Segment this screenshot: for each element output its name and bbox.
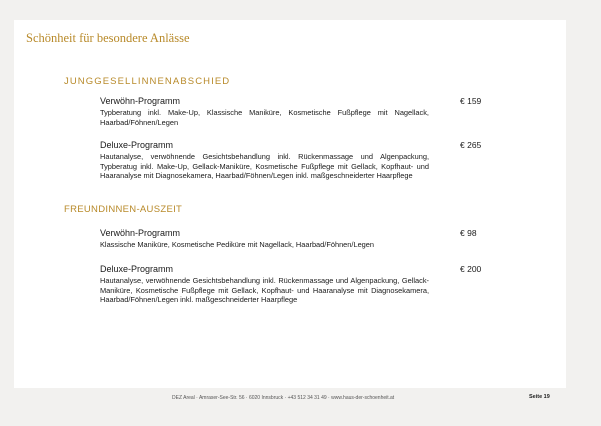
- page-title: Schönheit für besondere Anlässe: [26, 31, 190, 45]
- section-heading-junggesellinnenabschied: JUNGGESELLINNENABSCHIED: [64, 76, 231, 87]
- item-name: Verwöhn-Programm: [100, 228, 181, 238]
- item-description: Hautanalyse, verwöhnende Gesichtsbehandlung inkl. Rückenmassage und Algenpackung, Gellack-Maniküre, Kosmetische Fußpflege mit Gellack, Kopfhaut- und Haaranalyse mit Diagnosekamera, Haarbad/Föhnen/Legen inkl. maßgeschneiderter Haarpflege: [100, 276, 429, 305]
- item-name: Deluxe-Programm: [100, 264, 174, 274]
- menu-item: [100, 228, 485, 250]
- menu-item: [100, 140, 485, 181]
- section-heading-freundinnen-auszeit: FREUNDINNEN-AUSZEIT: [64, 204, 183, 215]
- item-price: € 98: [460, 228, 477, 238]
- item-price: € 159: [460, 96, 482, 106]
- item-price: € 200: [460, 264, 482, 274]
- item-description: Klassische Maniküre, Kosmetische Pediküre mit Nagellack, Haarbad/Föhnen/Legen: [100, 240, 375, 249]
- item-name: Verwöhn-Programm: [100, 96, 181, 106]
- item-description: Typberatung inkl. Make-Up, Klassische Maniküre, Kosmetische Fußpflege mit Nagellack, Haarbad/Föhnen/Legen: [100, 108, 429, 127]
- menu-item: [100, 96, 485, 127]
- menu-item: [100, 264, 485, 305]
- item-price: € 265: [460, 140, 482, 150]
- item-description: Hautanalyse, verwöhnende Gesichtsbehandlung inkl. Rückenmassage und Algenpackung, Typberatug inkl. Make-Up, Gellack-Maniküre, Kosmetische Fußpflege mit Gellack, Kopfhaut- und Haaranalyse mit Diagnosekamera, Haarbad/Föhnen/Legen inkl. maßgeschneiderter Haarpflege: [100, 152, 429, 181]
- item-name: Deluxe-Programm: [100, 140, 174, 150]
- footer-address: DEZ Areal · Amraser-See-Str. 56 · 6020 Innsbruck · +43 512 34 31 49 · www.haus-der-schoenheit.at: [172, 395, 395, 401]
- page-number: Seite 19: [529, 394, 550, 400]
